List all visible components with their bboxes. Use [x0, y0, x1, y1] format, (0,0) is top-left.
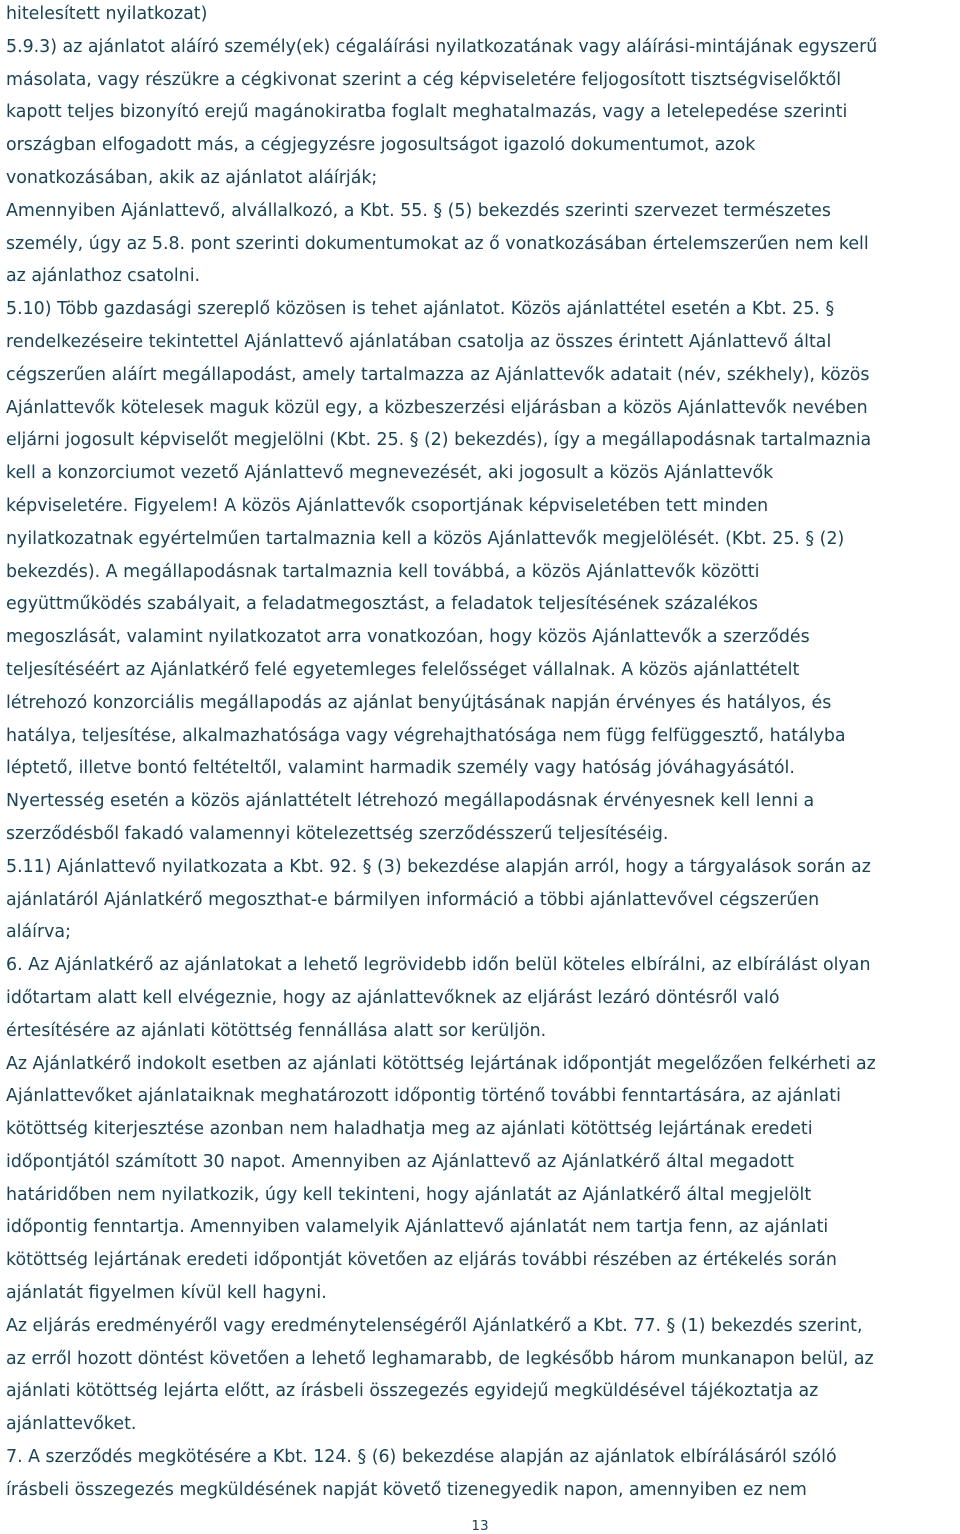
text-line: ajánlatáról Ajánlatkérő megoszthat-e bármilyen információ a többi ajánlattevővel cégszerűen — [6, 889, 820, 910]
text-line: cégszerűen aláírt megállapodást, amely tartalmazza az Ajánlattevők adatait (név, székhely), közös — [6, 364, 870, 385]
text-line: személy, úgy az 5.8. pont szerinti dokumentumokat az ő vonatkozásában értelemszerűen nem kell — [6, 233, 869, 254]
text-line: Az Ajánlatkérő indokolt esetben az ajánlati kötöttség lejártának időpontját megelőzően felkérheti az — [6, 1053, 876, 1074]
text-line: eljárni jogosult képviselőt megjelölni (Kbt. 25. § (2) bekezdés), így a megállapodásnak tartalmaznia — [6, 430, 872, 451]
text-line: Nyertesség esetén a közös ajánlattételt létrehozó megállapodásnak érvényesnek kell lenni a — [6, 791, 815, 812]
text-line: rendelkezéseire tekintettel Ajánlattevő ajánlatában csatolja az összes érintett Ajánlattevő által — [6, 331, 832, 352]
text-line: időpontjától számított 30 napot. Amennyiben az Ajánlattevő az Ajánlatkérő által megadott — [6, 1151, 794, 1172]
text-line: vonatkozásában, akik az ajánlatot aláírják; — [6, 167, 378, 188]
text-line: bekezdés). A megállapodásnak tartalmaznia kell továbbá, a közös Ajánlattevők közötti — [6, 561, 760, 582]
text-line: 5.9.3) az ajánlatot aláíró személy(ek) cégaláírási nyilatkozatának vagy aláírási-mintájának egyszerű — [6, 36, 878, 57]
text-line: Ajánlattevők kötelesek maguk közül egy, a közbeszerzési eljárásban a közös Ajánlattevők nevében — [6, 397, 868, 418]
text-line: 5.11) Ajánlattevő nyilatkozata a Kbt. 92. § (3) bekezdése alapján arról, hogy a tárgyalások során az — [6, 856, 871, 877]
text-line: országban elfogadott más, a cégjegyzésre jogosultságot igazoló dokumentumot, azok — [6, 135, 756, 156]
page-number: 13 — [471, 1518, 489, 1534]
text-line: megoszlását, valamint nyilatkozatot arra vonatkozóan, hogy közös Ajánlattevők a szerződés — [6, 627, 810, 648]
text-line: kell a konzorciumot vezető Ajánlattevő megnevezését, aki jogosult a közös Ajánlattevők — [6, 463, 774, 484]
text-line: értesítésére az ajánlati kötöttség fennállása alatt sor kerüljön. — [6, 1020, 547, 1041]
text-line: aláírva; — [6, 922, 71, 943]
text-line: az erről hozott döntést követően a lehető leghamarabb, de legkésőbb három munkanapon belül, az — [6, 1348, 874, 1369]
text-line: kapott teljes bizonyító erejű magánokiratba foglalt meghatalmazás, vagy a letelepedése szerinti — [6, 102, 848, 123]
text-line: időpontig fenntartja. Amennyiben valamelyik Ajánlattevő ajánlatát nem tartja fenn, az ajánlati — [6, 1217, 829, 1238]
text-line: teljesítéséért az Ajánlatkérő felé egyetemleges felelősséget vállalnak. A közös ajánlattételt — [6, 659, 800, 680]
text-line: határidőben nem nyilatkozik, úgy kell tekinteni, hogy ajánlatát az Ajánlatkérő által megjelölt — [6, 1184, 812, 1205]
text-line: Az eljárás eredményéről vagy eredménytelenségéről Ajánlatkérő a Kbt. 77. § (1) bekezdés szerint, — [6, 1315, 863, 1336]
text-line: léptető, illetve bontó feltételtől, valamint harmadik személy vagy hatóság jóváhagyásától. — [6, 758, 795, 779]
text-line: írásbeli összegezés megküldésének napját követő tizenegyedik napon, amennyiben ez nem — [6, 1479, 807, 1500]
text-line: hatálya, teljesítése, alkalmazhatósága vagy végrehajthatósága nem függ felfüggesztő, hatályba — [6, 725, 846, 746]
text-line: nyilatkozatnak egyértelműen tartalmaznia kell a közös Ajánlattevők megjelölését. (Kbt. 25. § (2) — [6, 528, 845, 549]
text-line: időtartam alatt kell elvégeznie, hogy az ajánlattevőknek az eljárást lezáró döntésről való — [6, 987, 780, 1008]
text-line: hitelesített nyilatkozat) — [6, 4, 208, 24]
text-line: ajánlattevőket. — [6, 1414, 137, 1435]
text-line: másolata, vagy részükre a cégkivonat szerint a cég képviseletére feljogosított tisztségviselőktől — [6, 69, 842, 90]
text-line: 5.10) Több gazdasági szereplő közösen is tehet ajánlatot. Közös ajánlattétel esetén a Kbt. 25. § — [6, 299, 835, 320]
text-line: ajánlati kötöttség lejárta előtt, az írásbeli összegezés egyidejű megküldésével tájékoztatja az — [6, 1381, 819, 1402]
text-line: Ajánlattevőket ajánlataiknak meghatározott időpontig történő további fenntartására, az ajánlati — [6, 1086, 841, 1107]
text-line: 7. A szerződés megkötésére a Kbt. 124. § (6) bekezdése alapján az ajánlatok elbírálásáról szóló — [6, 1447, 837, 1468]
text-line: kötöttség lejártának eredeti időpontját követően az eljárás további részében az értékelés során — [6, 1250, 837, 1271]
text-line: képviseletére. Figyelem! A közös Ajánlattevők csoportjának képviseletében tett minden — [6, 495, 769, 516]
text-line: az ajánlathoz csatolni. — [6, 266, 201, 287]
text-line: szerződésből fakadó valamennyi kötelezettség szerződésszerű teljesítéséig. — [6, 823, 669, 844]
text-line: kötöttség kiterjesztése azonban nem haladhatja meg az ajánlati kötöttség lejártának eredeti — [6, 1119, 813, 1140]
text-line: ajánlatát figyelmen kívül kell hagyni. — [6, 1283, 327, 1304]
document-body — [6, 0, 954, 1507]
text-line: 6. Az Ajánlatkérő az ajánlatokat a lehető legrövidebb időn belül köteles elbírálni, az elbírálást olyan — [6, 955, 871, 976]
text-line: együttműködés szabályait, a feladatmegosztást, a feladatok teljesítésének százalékos — [6, 594, 758, 615]
text-line: Amennyiben Ajánlattevő, alvállalkozó, a Kbt. 55. § (5) bekezdés szerinti szervezet természetes — [6, 200, 831, 221]
text-line: létrehozó konzorciális megállapodás az ajánlat benyújtásának napján érvényes és hatályos, és — [6, 692, 832, 713]
